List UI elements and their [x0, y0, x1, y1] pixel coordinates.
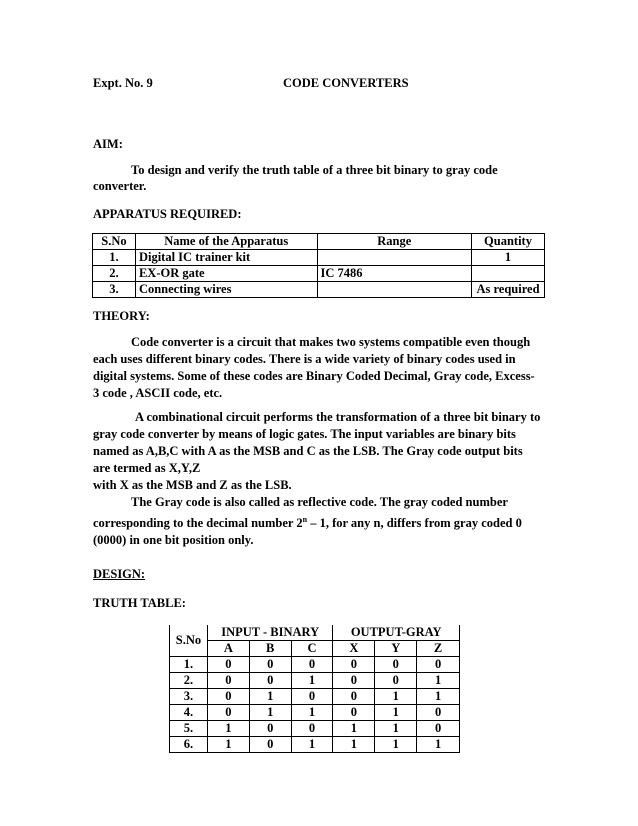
cell: 4. [170, 705, 208, 721]
cell: IC 7486 [317, 266, 472, 282]
page-title: CODE CONVERTERS [283, 76, 409, 90]
col-header: B [249, 641, 291, 657]
cell: 1 [291, 673, 333, 689]
col-header: X [333, 641, 375, 657]
cell: EX-OR gate [135, 266, 317, 282]
table-row [93, 266, 545, 282]
cell: 1 [417, 737, 460, 753]
cell: 0 [291, 689, 333, 705]
text-line: (0000) in one bit position only. [93, 533, 254, 548]
text-line: A combinational circuit performs the transformation of a three bit binary to [135, 410, 541, 424]
cell: 0 [291, 657, 333, 673]
cell: 0 [249, 673, 291, 689]
cell [472, 266, 545, 282]
cell: 0 [333, 657, 375, 673]
cell: 1 [375, 689, 417, 705]
text-line: gray code converter by means of logic gates. The input variables are binary bits [93, 427, 516, 441]
cell: 0 [333, 673, 375, 689]
theory-paragraph-3 [93, 494, 545, 549]
cell: 1 [472, 250, 545, 266]
cell: 0 [291, 721, 333, 737]
table-row [93, 282, 545, 298]
cell: 0 [333, 689, 375, 705]
cell: 0 [333, 705, 375, 721]
cell: 1 [249, 705, 291, 721]
col-header: C [291, 641, 333, 657]
cell: Connecting wires [135, 282, 317, 298]
cell: 0 [375, 657, 417, 673]
truth-table-col-row [170, 641, 460, 657]
table-row [93, 250, 545, 266]
cell: 2. [93, 266, 136, 282]
cell: 0 [417, 705, 460, 721]
cell: 5. [170, 721, 208, 737]
cell: 3. [170, 689, 208, 705]
aim-text-line2: converter. [93, 179, 147, 193]
text-line: 3 code , ASCII code, etc. [93, 386, 223, 400]
cell: 1 [333, 737, 375, 753]
cell: 1 [333, 721, 375, 737]
cell: 0 [249, 737, 291, 753]
cell: 0 [207, 673, 249, 689]
cell: 1 [375, 737, 417, 753]
cell: 1 [417, 689, 460, 705]
text-line: The Gray code is also called as reflective code. The gray coded number [131, 495, 508, 509]
theory-paragraph-2 [93, 409, 545, 494]
apparatus-table [92, 233, 545, 298]
header-cell: S.No [93, 234, 136, 250]
cell: 1. [93, 250, 136, 266]
text-fragment: corresponding to the decimal number 2 [93, 516, 303, 531]
cell: 0 [375, 673, 417, 689]
text-line: with X as the MSB and Z as the LSB. [93, 478, 292, 492]
cell: 1 [375, 721, 417, 737]
text-line: are termed as X,Y,Z [93, 461, 201, 475]
header-cell: Range [317, 234, 472, 250]
col-header: Y [375, 641, 417, 657]
table-row [170, 689, 460, 705]
cell: 0 [207, 657, 249, 673]
cell: 0 [417, 657, 460, 673]
table-row [170, 737, 460, 753]
output-header: OUTPUT-GRAY [333, 625, 460, 641]
aim-text-line1: To design and verify the truth table of a three bit binary to gray code [131, 163, 498, 177]
cell [317, 282, 472, 298]
truth-table [169, 625, 460, 753]
cell [317, 250, 472, 266]
cell: 1 [417, 673, 460, 689]
cell: 1 [249, 689, 291, 705]
sno-header: S.No [170, 625, 208, 657]
theory-paragraph-1 [93, 334, 545, 402]
aim-heading: AIM: [93, 137, 123, 151]
table-row [170, 705, 460, 721]
cell: 1 [291, 705, 333, 721]
table-row [170, 657, 460, 673]
cell: 1 [375, 705, 417, 721]
text-line [93, 511, 545, 532]
col-header: A [207, 641, 249, 657]
table-row [170, 721, 460, 737]
cell: As required [472, 282, 545, 298]
input-header: INPUT - BINARY [207, 625, 332, 641]
apparatus-heading: APPARATUS REQUIRED: [93, 207, 242, 221]
cell: 2. [170, 673, 208, 689]
cell: 0 [207, 689, 249, 705]
apparatus-header-row [93, 234, 545, 250]
table-row [170, 673, 460, 689]
cell: 1 [207, 737, 249, 753]
header-cell: Name of the Apparatus [135, 234, 317, 250]
header-cell: Quantity [472, 234, 545, 250]
cell: 3. [93, 282, 136, 298]
text-line: each uses different binary codes. There is a wide variety of binary codes used in [93, 352, 516, 366]
truth-table-heading: TRUTH TABLE: [93, 596, 186, 610]
design-heading: DESIGN: [93, 567, 146, 581]
cell: 0 [207, 705, 249, 721]
experiment-number: Expt. No. 9 [93, 76, 153, 90]
text-line: named as A,B,C with A as the MSB and C as the LSB. The Gray code output bits [93, 444, 523, 458]
cell: 1. [170, 657, 208, 673]
col-header: Z [417, 641, 460, 657]
cell: 0 [417, 721, 460, 737]
cell: 0 [249, 657, 291, 673]
text-line: Code converter is a circuit that makes two systems compatible even though [131, 335, 531, 349]
cell: Digital IC trainer kit [135, 250, 317, 266]
cell: 1 [291, 737, 333, 753]
cell: 6. [170, 737, 208, 753]
superscript: n [302, 515, 308, 524]
text-line: digital systems. Some of these codes are Binary Coded Decimal, Gray code, Excess- [93, 369, 535, 383]
theory-heading: THEORY: [93, 309, 150, 323]
truth-table-group-row [170, 625, 460, 641]
text-fragment: – 1, for any n, differs from gray coded 0 [307, 516, 522, 531]
cell: 1 [207, 721, 249, 737]
cell: 0 [249, 721, 291, 737]
